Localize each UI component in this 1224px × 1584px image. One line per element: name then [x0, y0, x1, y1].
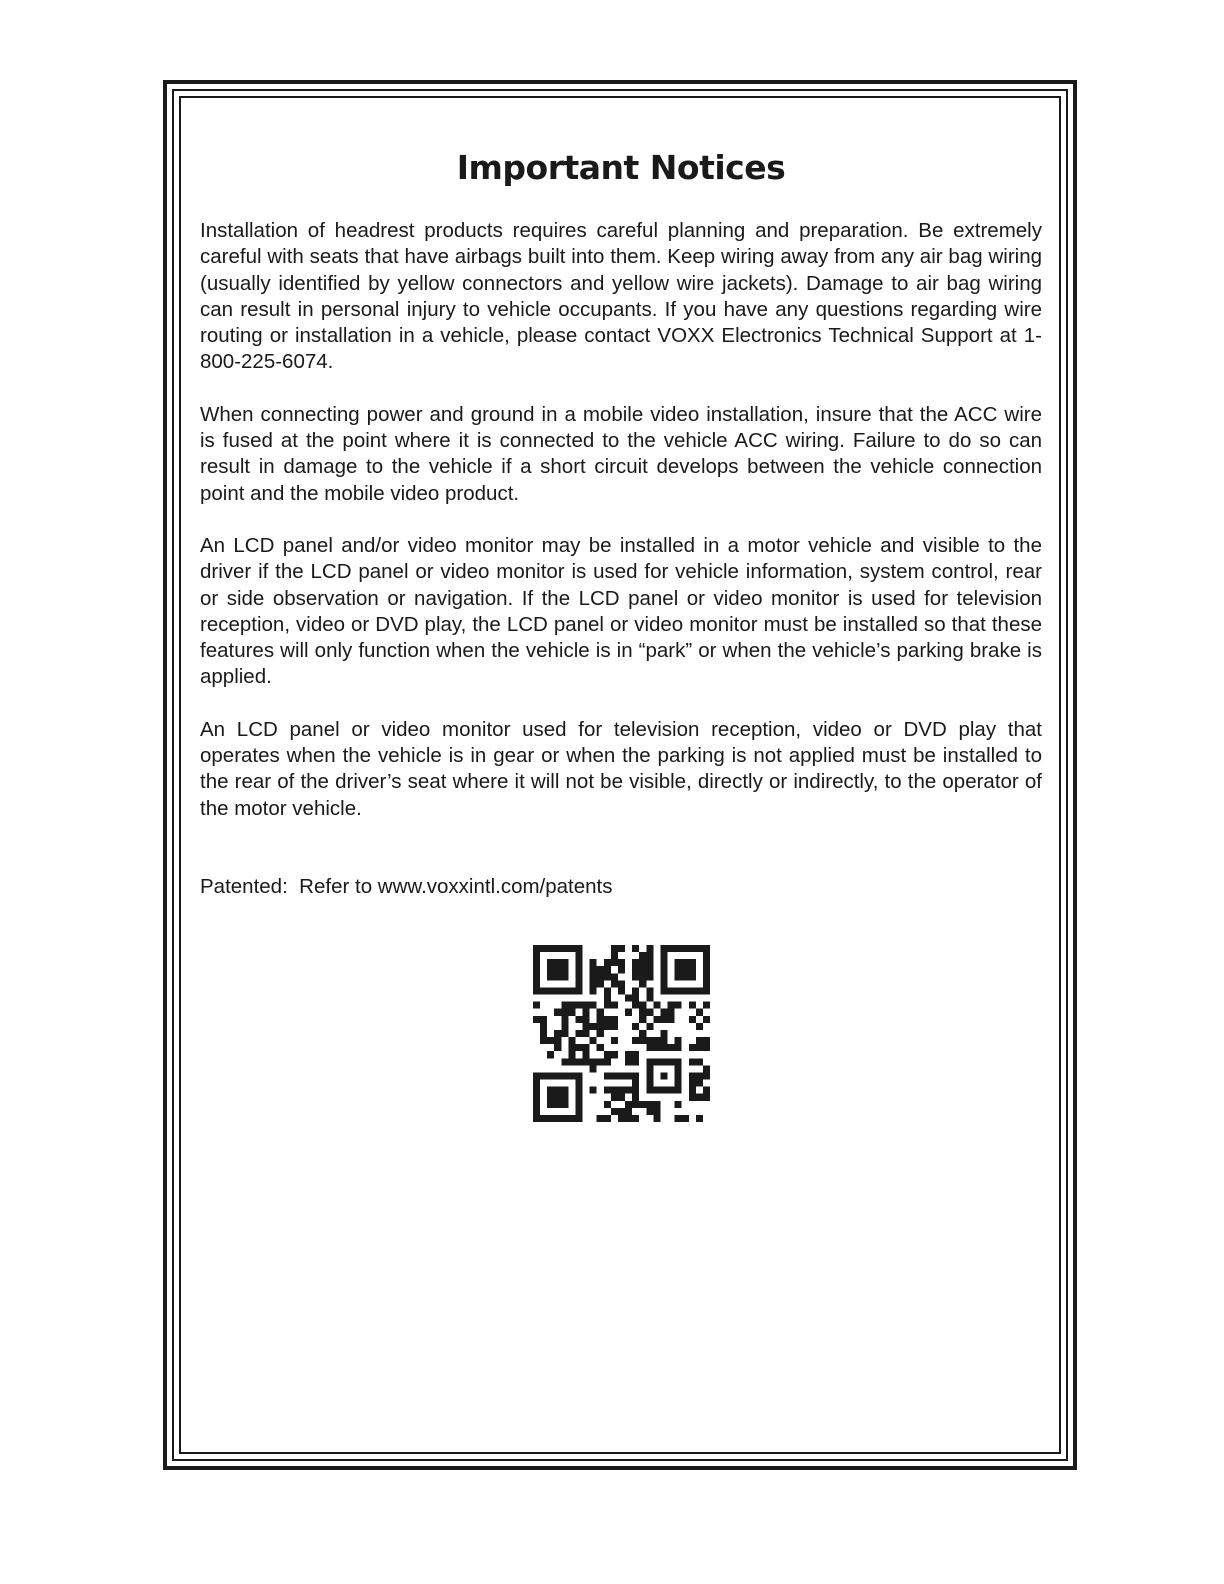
- notice-paragraph-airbag: Installation of headrest products requires careful planning and preparation. Be extremely careful with seats that have airbags built into them. Keep wiring away from any air bag wiring (usually identified by yellow connectors and yellow wire jackets). Damage to air bag wiring can result in personal injury to vehicle occupants. If you have any questions regarding wire routing or installation in a vehicle, please contact VOXX Electronics Technical Support at 1-800-225-6074.: [200, 219, 1042, 374]
- patent-label: Patented:: [200, 874, 288, 898]
- notice-paragraph-lcd-placement: An LCD panel or video monitor used for television reception, video or DVD play that operates when the vehicle is in gear or when the parking is not applied must be installed to the rear of the driver’s seat where it will not be visible, directly or indirectly, to the operator of the motor vehicle.: [200, 717, 1042, 820]
- notice-paragraph-lcd-visibility: An LCD panel and/or video monitor may be installed in a motor vehicle and visible to the driver if the LCD panel or video monitor is used for vehicle information, system control, rear or side observation or navigation. If the LCD panel or video monitor is used for television reception, video or DVD play, the LCD panel or video monitor must be installed so that these features will only function when the vehicle is in “park” or when the vehicle’s parking brake is applied.: [200, 533, 1042, 689]
- notice-paragraph-power: When connecting power and ground in a mobile video installation, insure that the ACC wire is fused at the point where it is connected to the vehicle ACC wiring. Failure to do so can result in damage to the vehicle if a short circuit develops between the vehicle connection point and the mobile video product.: [200, 402, 1042, 505]
- page-title: Important Notices: [456, 148, 786, 187]
- patent-link: Refer to www.voxxintl.com/patents: [299, 874, 613, 898]
- patent-line: [200, 874, 1042, 900]
- notice-content: [200, 140, 1042, 900]
- qr-code-icon: [533, 945, 710, 1122]
